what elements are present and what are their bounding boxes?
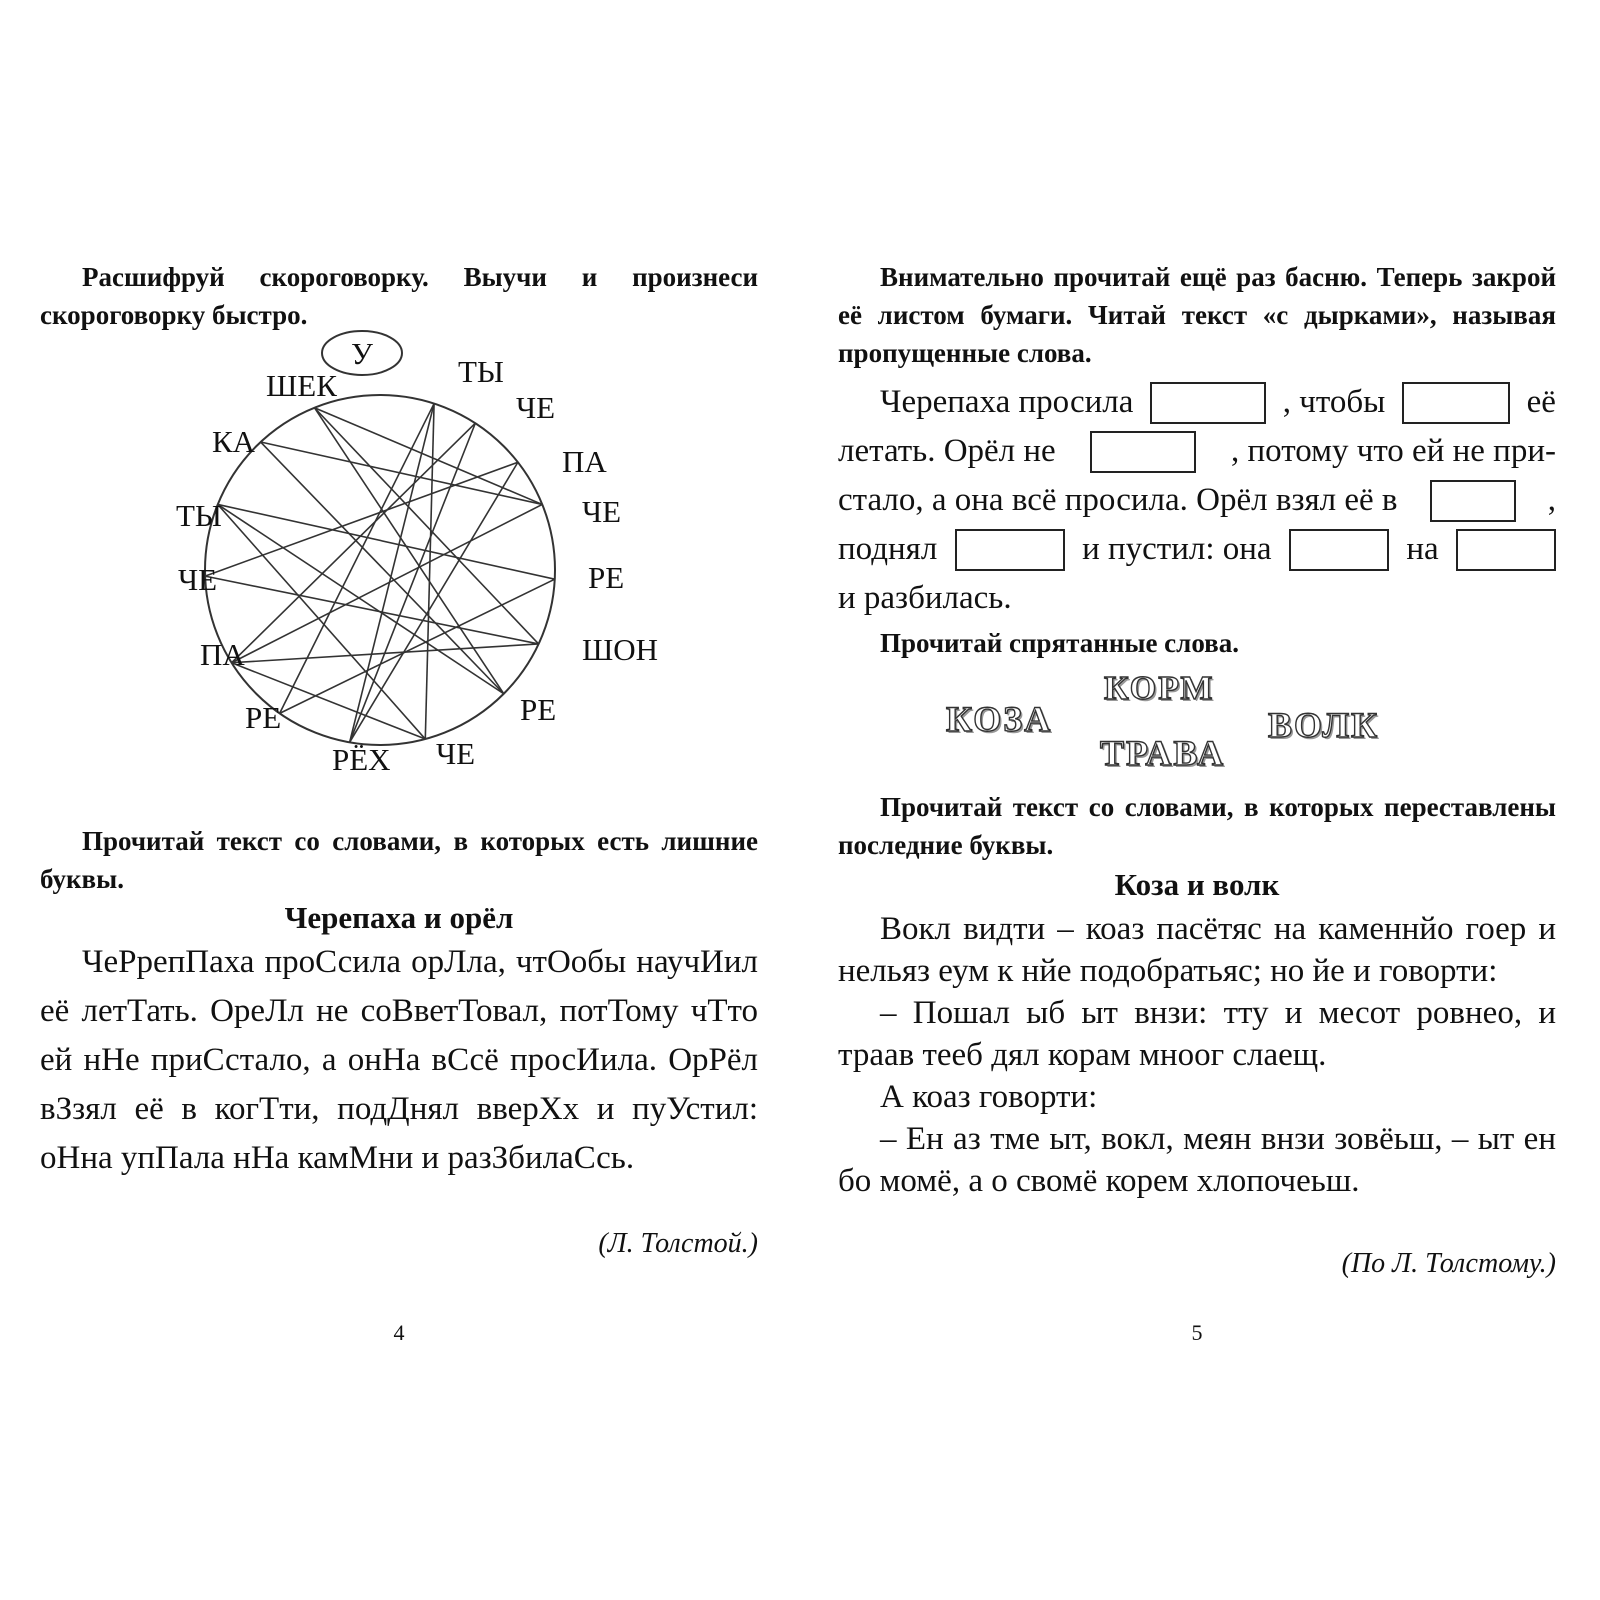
- chord-line: [350, 423, 476, 742]
- story-author: (Л. Толстой.): [598, 1228, 758, 1259]
- gap-box: [1456, 529, 1556, 571]
- chord-line: [350, 462, 518, 742]
- right-page: [838, 0, 1556, 1600]
- gap-text-segment: Черепаха просила: [880, 384, 1134, 420]
- chord-line: [232, 504, 543, 662]
- syllable-label: ТЫ: [176, 498, 222, 533]
- syllable-label: ЧЕ: [516, 390, 556, 425]
- task-read-with-holes: Внимательно прочитай ещё раз басню. Теперь закрой её листом бумаги. Читай текст «с дырками», называя пропущенные слова.: [838, 262, 1556, 368]
- gap-text-segment: , потому что ей не при-: [1231, 433, 1556, 469]
- syllable-label: РЕ: [588, 560, 625, 595]
- story-text: ЧеРрепПаха проСсила орЛла, чтОобы научИил её летТать. ОреЛл не соВветТовал, потТому чТто ей нНе приСстало, а онНа вСсё просИила. ОрРёл вЗзял её в когТти, подДнял вверХх и пуУстил: оНна упПала нНа камМни и разЗбилаСсь.: [40, 944, 758, 1176]
- syllable-label: РЁХ: [332, 742, 391, 777]
- chord-line: [425, 404, 434, 739]
- gap-line: [838, 476, 1556, 525]
- gap-box: [1402, 382, 1510, 424]
- syllable-label: ТЫ: [458, 354, 504, 389]
- task-decode-tongue-twister: Расшифруй скороговорку. Выучи и произнеси скороговорку быстро.: [40, 262, 758, 330]
- gap-text-segment: летать. Орёл не: [838, 433, 1056, 469]
- story2-text: [838, 908, 1556, 1202]
- syllable-label: ЧЕ: [178, 562, 218, 597]
- gap-box: [1150, 382, 1266, 424]
- story2-author: (По Л. Толстому.): [1341, 1248, 1556, 1279]
- story2-title: Коза и волк: [1114, 867, 1280, 902]
- syllable-label: ПА: [562, 444, 607, 479]
- page-number: 5: [1191, 1320, 1203, 1345]
- gap-text-segment: , чтобы: [1282, 384, 1386, 420]
- task-extra-letters: Прочитай текст со словами, в которых есть лишние буквы.: [40, 826, 758, 894]
- gap-line: [838, 525, 1556, 574]
- gap-line: [838, 378, 1556, 427]
- gap-text-segment: ,: [1547, 482, 1556, 518]
- gap-box: [1430, 480, 1516, 522]
- syllable-label: ПА: [200, 637, 245, 672]
- gap-text-segment: и пустил: она: [1082, 531, 1272, 567]
- hidden-word-goat: КОЗА: [946, 699, 1053, 739]
- story2-paragraph: – Ен аз тме ыт, вокл, меян внзи зовёьш, – ыт ен бо момё, а о свомё корем хлопочеьш.: [838, 1121, 1556, 1199]
- task-hidden-words: Прочитай спрятанные слова.: [880, 628, 1239, 658]
- syllable-circle-puzzle: [40, 336, 758, 800]
- chord-lines: [205, 404, 555, 743]
- syllable-label: КА: [212, 424, 256, 459]
- story2-paragraph: Вокл видти – коаз пасётяс на каменнйо гоер и нельяз еум к нйе подобратьяс; но йе и говорти:: [838, 911, 1556, 989]
- task-swapped-letters: Прочитай текст со словами, в которых переставлены последние буквы.: [838, 792, 1556, 860]
- chord-line: [350, 404, 434, 743]
- hidden-word-grass: ТРАВА: [1100, 733, 1226, 773]
- gap-text-segment: поднял: [838, 531, 938, 567]
- syllable-label: ЧЕ: [582, 494, 622, 529]
- hidden-word-wolf: ВОЛК: [1268, 705, 1380, 745]
- gap-text: [838, 378, 1556, 623]
- page-number: 4: [393, 1320, 405, 1345]
- chord-line: [205, 576, 538, 644]
- gap-text-segment: её: [1526, 384, 1556, 420]
- story2-paragraph: – Пошал ыб ыт внзи: тту и месот ровнео, и траав тееб дял корам мноог слаещ.: [838, 995, 1556, 1073]
- syllable-label: РЕ: [245, 700, 282, 735]
- left-page: [40, 0, 758, 1600]
- chord-line: [314, 408, 538, 644]
- gap-line: [838, 427, 1556, 476]
- gap-box: [1090, 431, 1196, 473]
- gap-text-segment: и разбилась.: [838, 580, 1012, 616]
- chord-line: [314, 408, 542, 505]
- syllable-label: РЕ: [520, 692, 557, 727]
- gap-text-segment: на: [1406, 531, 1439, 567]
- gap-line: [838, 574, 1556, 623]
- story2-paragraph: А коаз говорти:: [880, 1079, 1098, 1115]
- chord-line: [280, 404, 434, 714]
- chord-line: [232, 644, 539, 663]
- syllable-label: ШЕК: [266, 368, 337, 403]
- center-letter: У: [351, 336, 373, 371]
- story-title: Черепаха и орёл: [284, 900, 514, 935]
- gap-box: [1289, 529, 1389, 571]
- syllable-label: ЧЕ: [436, 736, 476, 771]
- syllable-label: ШОН: [582, 632, 659, 667]
- hidden-word-feed: КОРМ: [1104, 670, 1215, 707]
- gap-box: [955, 529, 1065, 571]
- gap-text-segment: стало, а она всё просила. Орёл взял её в: [838, 482, 1398, 518]
